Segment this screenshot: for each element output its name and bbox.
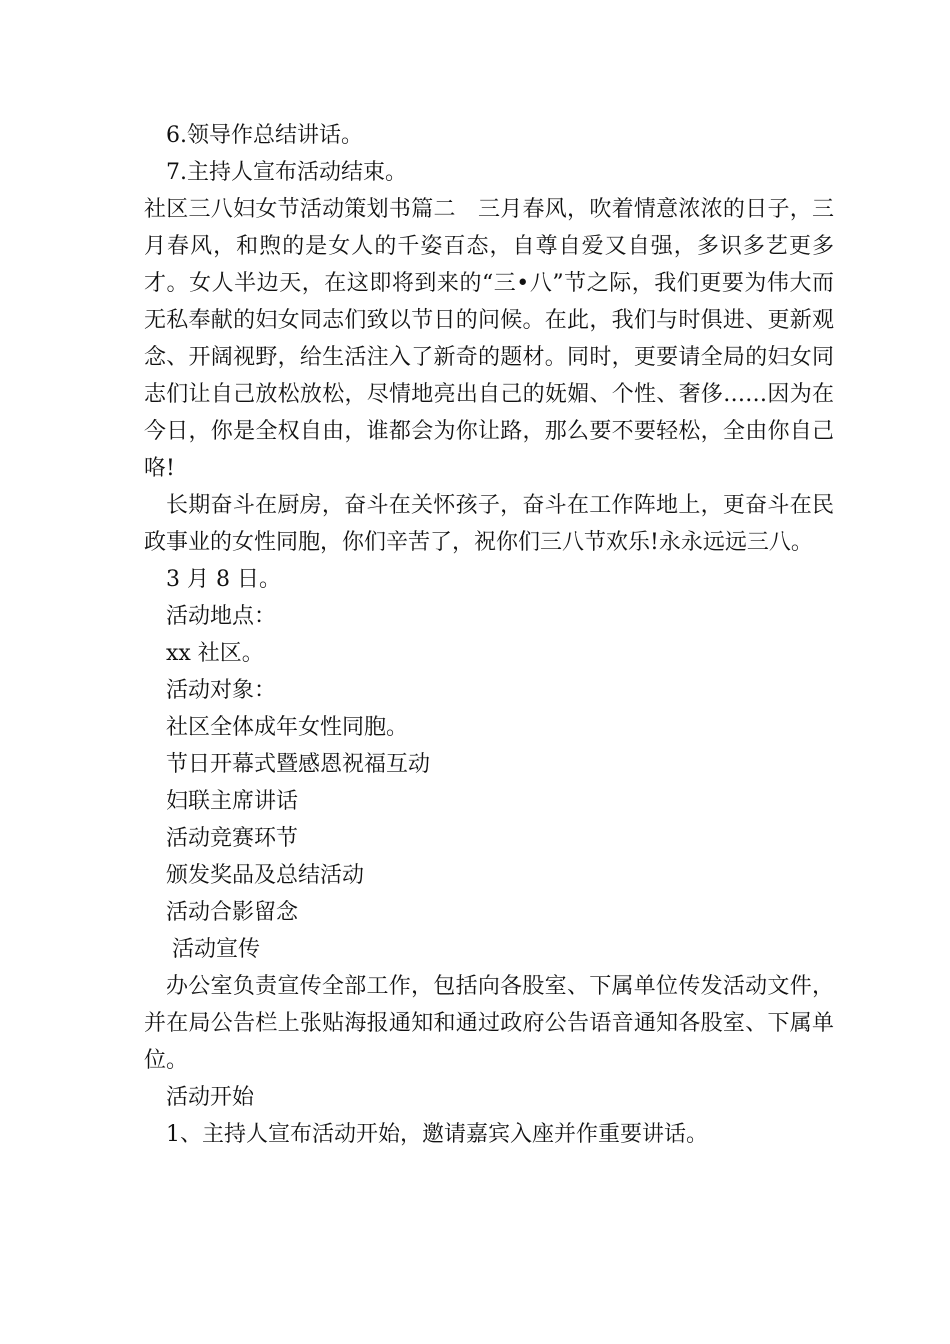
agenda-item: 节日开幕式暨感恩祝福互动 <box>166 752 431 777</box>
promo-paragraph: 办公室负责宣传全部工作，包括向各股室、下属单位传发活动文件，并在局公告栏上张贴海报通知和通过政府公告语音通知各股室、下属单位。 <box>144 974 834 1073</box>
location-label: 活动地点： <box>166 604 277 629</box>
promo-title: 活动宣传 <box>172 937 261 962</box>
agenda-item: 活动合影留念 <box>166 900 299 925</box>
step-7-line: 7.主持人宣布活动结束。 <box>166 160 407 185</box>
agenda-item: 活动竞赛环节 <box>166 826 299 851</box>
start-step-1: 1、主持人宣布活动开始，邀请嘉宾入座并作重要讲话。 <box>166 1122 708 1147</box>
thanks-paragraph: 长期奋斗在厨房，奋斗在关怀孩子，奋斗在工作阵地上，更奋斗在民政事业的女性同胞，你们辛苦了，祝你们三八节欢乐!永永远远三八。 <box>144 493 834 555</box>
location-value: xx 社区。 <box>166 641 264 666</box>
target-value: 社区全体成年女性同胞。 <box>166 715 409 740</box>
start-title: 活动开始 <box>166 1085 255 1110</box>
agenda-item: 妇联主席讲话 <box>166 789 299 814</box>
document-body <box>144 117 834 1153</box>
target-label: 活动对象： <box>166 678 277 703</box>
date-line: 3 月 8 日。 <box>166 567 281 592</box>
step-6-line: 6.领导作总结讲话。 <box>166 123 363 148</box>
intro-paragraph: 社区三八妇女节活动策划书篇二 三月春风，吹着情意浓浓的日子，三月春风，和煦的是女人的千姿百态，自尊自爱又自强，多识多艺更多才。女人半边天，在这即将到来的“三•八”节之际，我们更要为伟大而无私奉献的妇女同志们致以节日的问候。在此，我们与时俱进、更新观念、开阔视野，给生活注入了新奇的题材。同时，更要请全局的妇女同志们让自己放松放松，尽情地亮出自己的妩媚、个性、奢侈……因为在今日，你是全权自由，谁都会为你让路，那么要不要轻松，全由你自己咯! <box>144 197 834 481</box>
agenda-item: 颁发奖品及总结活动 <box>166 863 365 888</box>
